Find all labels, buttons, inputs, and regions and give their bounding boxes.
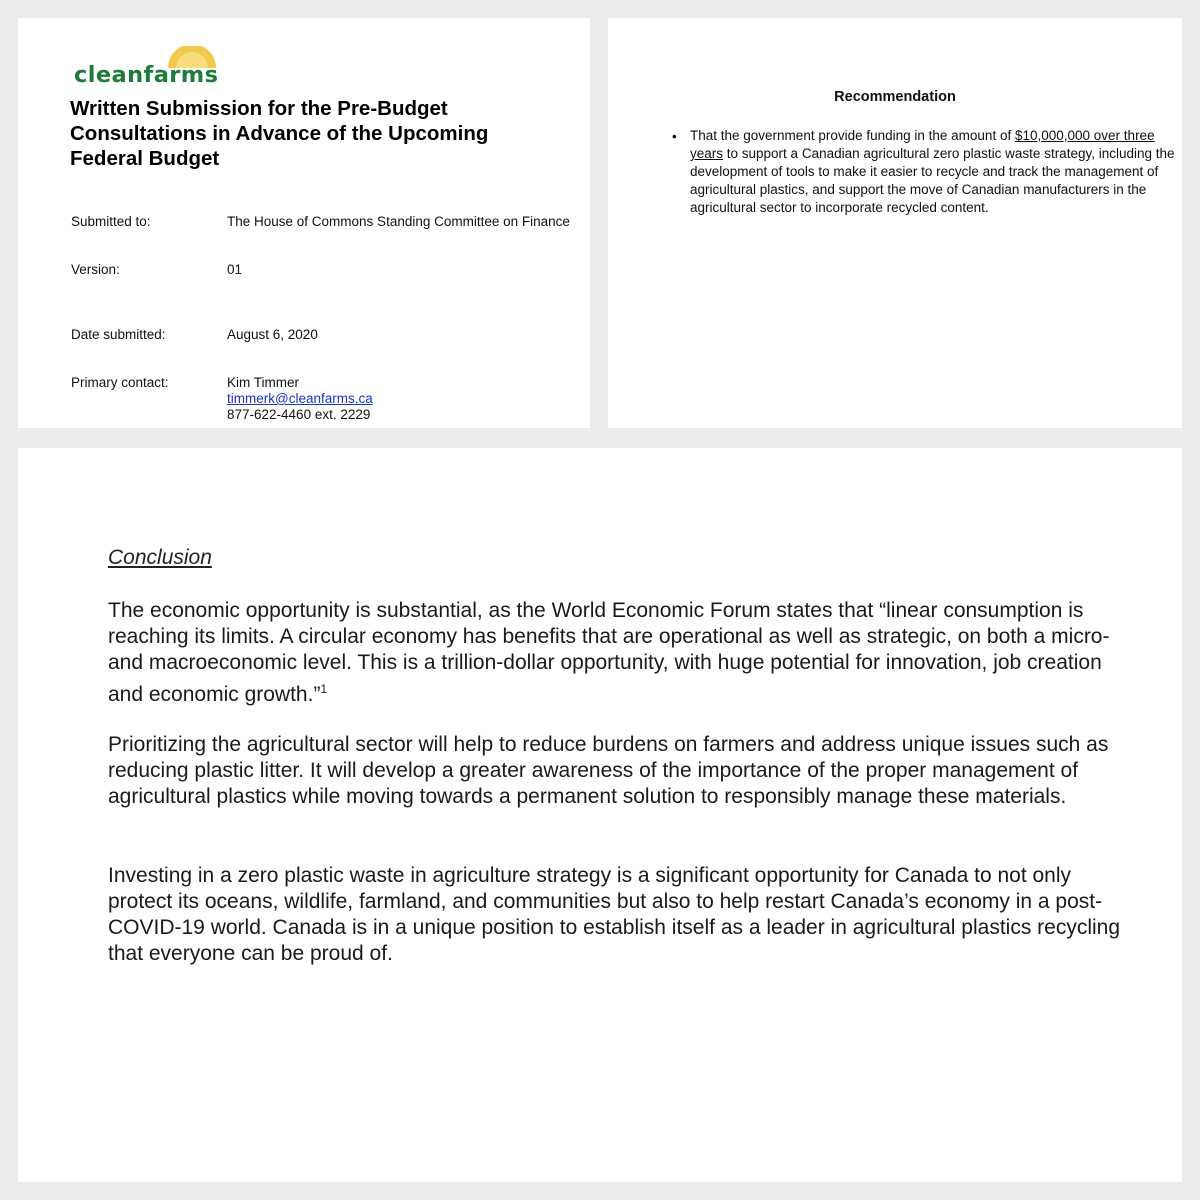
date-submitted-value: August 6, 2020 <box>227 327 318 342</box>
conclusion-panel <box>18 448 1182 1182</box>
contact-name: Kim Timmer <box>227 375 299 390</box>
contact-phone: 877-622-4460 ext. 2229 <box>227 407 371 422</box>
version-value: 01 <box>227 262 243 277</box>
logo-text-farms: farms <box>143 62 219 88</box>
bullet-icon: • <box>672 129 677 144</box>
conclusion-paragraph-1-text: The economic opportunity is substantial, as the World Economic Forum states that “linear consumption is reaching its limits. A circular economy has benefits that are operational as well as strategic, on both a micro- and macroeconomic level. This is a trillion-dollar opportunity, with huge potential for innovation, job creation and economic growth.” <box>108 599 1110 706</box>
submission-title: Written Submission for the Pre-Budget Consultations in Advance of the Upcoming Federal Budget <box>70 97 489 170</box>
logo-text-clean: clean <box>74 62 144 88</box>
conclusion-paragraph-1 <box>108 598 1138 708</box>
contact-email-link[interactable]: timmerk@cleanfarms.ca <box>227 391 373 406</box>
recommendation-panel <box>608 18 1182 428</box>
cover-page-panel <box>18 18 590 428</box>
funding-amount: $10,000,000 over three years <box>690 128 1155 161</box>
date-submitted-label: Date submitted: <box>71 327 166 342</box>
cleanfarms-logo <box>74 46 224 91</box>
submitted-to-value: The House of Commons Standing Committee on Finance <box>227 214 570 229</box>
recommendation-text-end: to support a Canadian agricultural zero plastic waste strategy, including the development of tools to make it easier to recycle and track the management of agricultural plastics, and support the move of Canadian manufacturers in the agricultural sector to incorporate recycled content. <box>690 146 1175 215</box>
conclusion-heading: Conclusion <box>108 546 212 569</box>
recommendation-text-start: That the government provide funding in the amount of <box>690 128 1015 143</box>
recommendation-text <box>690 127 1180 217</box>
conclusion-paragraph-2: Prioritizing the agricultural sector will help to reduce burdens on farmers and address unique issues such as reducing plastic litter. It will develop a greater awareness of the importance of the proper management of agricultural plastics while moving towards a permanent solution to responsibly manage these materials. <box>108 733 1109 808</box>
primary-contact-label: Primary contact: <box>71 375 169 390</box>
logo-text <box>74 62 218 88</box>
version-label: Version: <box>71 262 120 277</box>
footnote-marker: 1 <box>320 682 328 696</box>
recommendation-title: Recommendation <box>834 89 956 105</box>
conclusion-paragraph-3: Investing in a zero plastic waste in agriculture strategy is a significant opportunity for Canada to not only protect its oceans, wildlife, farmland, and communities but also to help restart Canada’s economy in a post-COVID-19 world. Canada is in a unique position to establish itself as a leader in agricultural plastics recycling that everyone can be proud of. <box>108 864 1121 965</box>
submitted-to-label: Submitted to: <box>71 214 151 229</box>
